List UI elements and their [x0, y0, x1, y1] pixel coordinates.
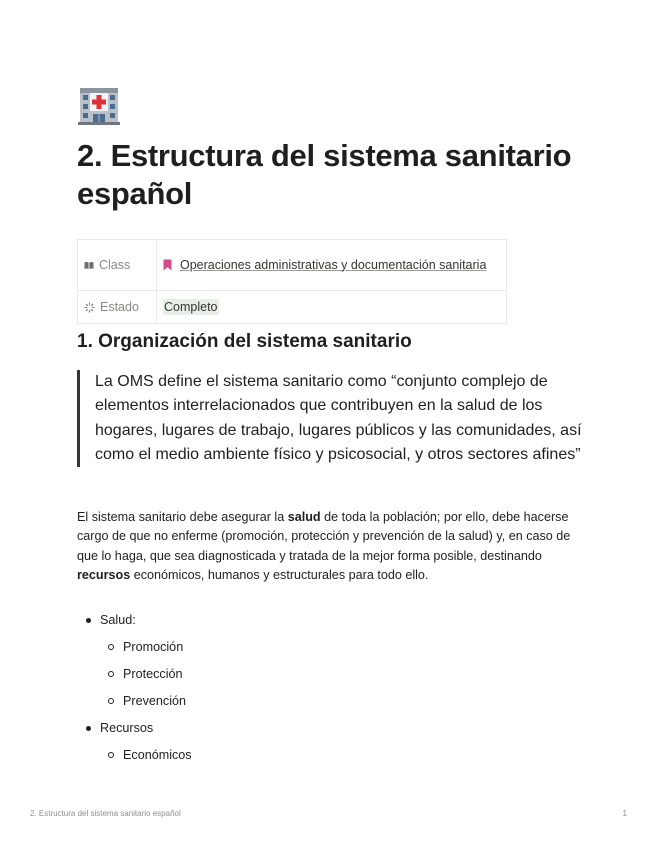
book-icon — [84, 261, 94, 270]
bookmark-icon — [163, 259, 172, 271]
list-item: Prevención — [77, 693, 192, 720]
list-item: Protección — [77, 666, 192, 693]
status-badge: Completo — [164, 300, 218, 314]
list-item: Recursos — [77, 720, 192, 747]
page-number: 1 — [622, 809, 627, 818]
property-name-class — [78, 240, 157, 291]
property-row-class — [78, 240, 507, 291]
loading-icon — [84, 302, 95, 313]
property-name-estado — [78, 291, 157, 324]
paragraph-text: El sistema sanitario debe asegurar la — [77, 510, 288, 524]
list-item: Salud: — [77, 612, 192, 639]
class-link[interactable]: Operaciones administrativas y documentación sanitaria — [180, 257, 487, 272]
oms-quote: La OMS define el sistema sanitario como “conjunto complejo de elementos interrelacionados que contribuyen en la salud de los hogares, lugares de trabajo, lugares públicos y las comunidades, así como el medio ambiente físico y psicosocial, y otros sectores afines” — [77, 370, 595, 467]
section-heading: 1. Organización del sistema sanitario — [77, 331, 412, 352]
property-value-estado[interactable] — [157, 291, 507, 324]
hospital-icon — [77, 84, 121, 128]
paragraph-text: de toda la población; por ello, debe hacerse cargo de que no enferme (promoción, protección y prevención de la salud) y, en caso de que lo haga, que sea diagnosticada y tratada de la mejor forma posible, destinando — [77, 510, 571, 563]
property-label: Estado — [100, 300, 139, 314]
bullet-list — [77, 612, 192, 774]
paragraph-text: económicos, humanos y estructurales para todo ello. — [130, 567, 429, 582]
properties-table — [77, 239, 507, 324]
property-value-class[interactable] — [157, 240, 507, 291]
bold-salud: salud — [287, 510, 321, 524]
page-title: 2. Estructura del sistema sanitario español — [77, 138, 572, 211]
list-item: Promoción — [77, 639, 192, 666]
footer-title: 2. Estructura del sistema sanitario español — [30, 809, 181, 818]
property-label: Class — [99, 258, 131, 272]
paragraph — [77, 508, 577, 585]
bold-recursos: recursos — [77, 567, 131, 582]
list-item: Económicos — [77, 747, 192, 774]
property-row-estado — [78, 291, 507, 324]
